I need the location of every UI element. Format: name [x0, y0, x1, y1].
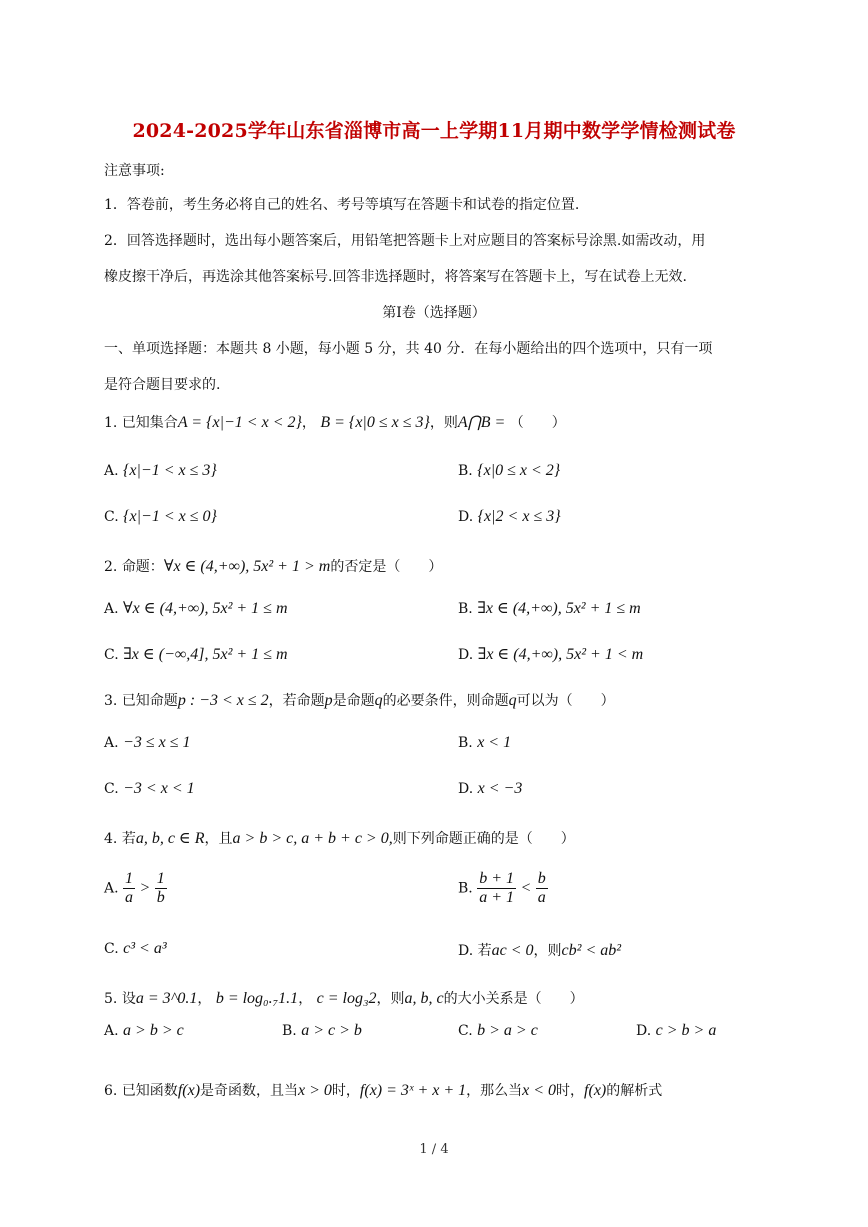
fraction: $\frac{b + 1}{a + 1}$	[479, 870, 514, 906]
exam-title: 2024-2025学年山东省淄博市高一上学期11月期中数学学情检测试卷	[132, 120, 736, 142]
section-intro-line-1: 一、单项选择题：本题共 8 小题，每小题 5 分，共 40 分．在每小题给出的四个选项中，只有一项	[104, 341, 713, 357]
question-number: 5.	[104, 991, 118, 1007]
question-5-option-b: B. a > c > b	[282, 1022, 362, 1039]
math-expression: B = {x|0 ≤ x ≤ 3}	[320, 414, 430, 431]
question-1-stem: 1. 已知集合A = {x|−1 < x < 2}， B = {x|0 ≤ x ≤ 3}，则A⋂B = （ ）	[104, 414, 566, 431]
fraction: $\frac{b}{a}$	[537, 870, 546, 906]
question-number: 2.	[104, 559, 118, 575]
question-3-option-a: A. −3 ≤ x ≤ 1	[104, 734, 191, 751]
question-1-option-c: C. {x|−1 < x ≤ 0}	[104, 508, 217, 525]
question-3-option-d: D. x < −3	[458, 780, 523, 797]
notes-item-2-line-2: 橡皮擦干净后，再选涂其他答案标号.回答非选择题时，将答案写在答题卡上，写在试卷上无效.	[104, 269, 687, 285]
question-6-stem: 6. 已知函数f(x)是奇函数，且当x > 0时，f(x) = 3ˣ + x + 1，那么当x < 0时，f(x)的解析式	[104, 1082, 663, 1099]
question-number: 6.	[104, 1083, 118, 1099]
question-5-option-c: C. b > a > c	[458, 1022, 538, 1039]
question-1-option-b: B. {x|0 ≤ x < 2}	[458, 462, 561, 479]
question-1-option-d: D. {x|2 < x ≤ 3}	[458, 508, 561, 525]
question-2-option-a: A. ∀x ∈ (4,+∞), 5x² + 1 ≤ m	[104, 600, 288, 617]
notes-item-2-line-1: 2．回答选择题时，选出每小题答案后，用铅笔把答题卡上对应题目的答案标号涂黑.如需改动，用	[104, 233, 706, 249]
question-4-option-d: D. 若ac < 0，则cb² < ab²	[458, 942, 622, 959]
question-2-option-d: D. ∃x ∈ (4,+∞), 5x² + 1 < m	[458, 646, 644, 663]
question-2-option-b: B. ∃x ∈ (4,+∞), 5x² + 1 ≤ m	[458, 600, 641, 617]
question-4-option-b: B. $\frac{b + 1}{a + 1}$ < $\frac{b}{a}$	[458, 870, 546, 906]
question-4-option-c: C. c³ < a³	[104, 940, 167, 957]
section-intro-line-2: 是符合题目要求的.	[104, 377, 221, 393]
question-5-stem: 5. 设a = 3^0.1， b = log₀.₇1.1， c = log₃2，则a, b, c的大小关系是（ ）	[104, 990, 584, 1007]
fraction: $\frac{1}{a}$	[125, 870, 134, 906]
page-number: 1 / 4	[419, 1142, 449, 1157]
question-1-option-a: A. {x|−1 < x ≤ 3}	[104, 462, 217, 479]
question-3-stem: 3. 已知命题p : −3 < x ≤ 2，若命题p是命题q的必要条件，则命题q可以为（ ）	[104, 692, 615, 709]
question-5-option-a: A. a > b > c	[104, 1022, 184, 1039]
question-4-stem: 4. 若a, b, c ∈ R，且a > b > c, a + b + c > 0,则下列命题正确的是（ ）	[104, 830, 575, 847]
question-2-stem: 2. 命题：∀x ∈ (4,+∞), 5x² + 1 > m的否定是（ ）	[104, 558, 443, 575]
math-expression: ∀x ∈ (4,+∞), 5x² + 1 > m	[163, 558, 331, 575]
notes-item-1: 1．答卷前，考生务必将自己的姓名、考号等填写在答题卡和试卷的指定位置.	[104, 197, 580, 213]
question-number: 4.	[104, 831, 118, 847]
fraction: $\frac{1}{b}$	[156, 870, 165, 906]
notes-heading: 注意事项:	[104, 163, 165, 179]
question-2-option-c: C. ∃x ∈ (−∞,4], 5x² + 1 ≤ m	[104, 646, 288, 663]
question-number: 1.	[104, 415, 118, 431]
question-3-option-b: B. x < 1	[458, 734, 512, 751]
math-expression: A⋂B =	[457, 414, 506, 431]
question-4-option-a: A. $\frac{1}{a}$ > $\frac{1}{b}$	[104, 870, 165, 906]
volume-heading: 第Ⅰ卷（选择题）	[382, 305, 486, 321]
question-number: 3.	[104, 693, 118, 709]
question-5-option-d: D. c > b > a	[636, 1022, 717, 1039]
math-expression: A = {x|−1 < x < 2}	[177, 414, 302, 431]
question-3-option-c: C. −3 < x < 1	[104, 780, 195, 797]
